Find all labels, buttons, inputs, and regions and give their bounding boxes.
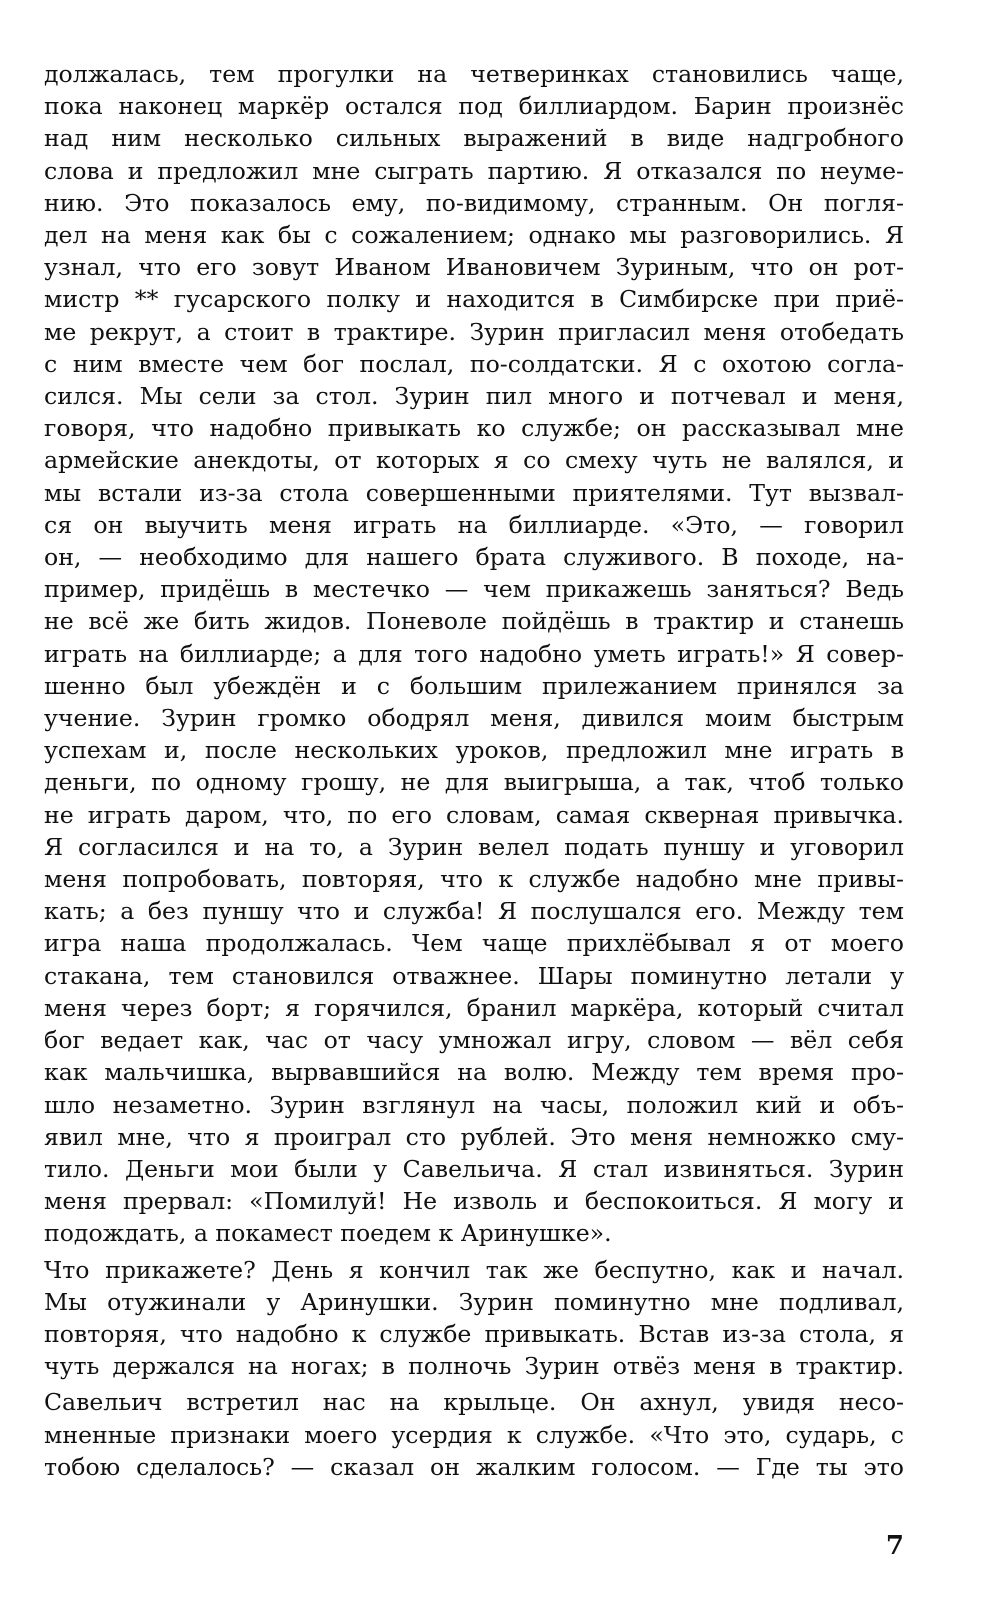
text-line: Я согласился и на то, а Зурин велел подать пуншу и уговорил <box>44 832 904 861</box>
text-line: мненные признаки моего усердия к службе. «Что это, сударь, с <box>44 1420 904 1449</box>
text-line: дел на меня как бы с сожалением; однако мы разговорились. Я <box>44 221 904 250</box>
text-line: Что прикажете? День я кончил так же беспутно, как и начал. <box>44 1255 904 1284</box>
text-line: повторяя, что надобно к службе привыкать. Встав из-за стола, я <box>44 1319 904 1348</box>
text-line: не играть даром, что, по его словам, самая скверная привычка. <box>44 800 904 829</box>
text-line: деньги, по одному грошу, не для выигрыша, а так, чтоб только <box>44 768 904 797</box>
text-line: шло незаметно. Зурин взглянул на часы, положил кий и объ- <box>44 1090 904 1119</box>
text-line: мы встали из-за стола совершенными приятелями. Тут вызвал- <box>44 478 904 507</box>
text-line: явил мне, что я проиграл сто рублей. Это меня немножко сму- <box>44 1122 904 1151</box>
text-line: игра наша продолжалась. Чем чаще прихлёбывал я от моего <box>44 929 904 958</box>
text-line: успехам и, после нескольких уроков, предложил мне играть в <box>44 736 904 765</box>
text-line: должалась, тем прогулки на четверинках становились чаще, <box>44 60 904 88</box>
text-line: ме рекрут, а стоит в трактире. Зурин пригласил меня отобедать <box>44 317 904 346</box>
text-line: сился. Мы сели за стол. Зурин пил много и потчевал и меня, <box>44 382 904 411</box>
text-line: тило. Деньги мои были у Савельича. Я стал извиняться. Зурин <box>44 1154 904 1183</box>
text-line: кать; а без пуншу что и служба! Я послушался его. Между тем <box>44 897 904 926</box>
text-line: бог ведает как, час от часу умножал игру, словом — вёл себя <box>44 1026 904 1055</box>
text-line: пример, придёшь в местечко — чем прикажешь заняться? Ведь <box>44 575 904 604</box>
text-line: как мальчишка, вырвавшийся на волю. Между тем время про- <box>44 1058 904 1087</box>
text-line: пока наконец маркёр остался под биллиардом. Барин произнёс <box>44 92 904 121</box>
page-number: 7 <box>885 1531 904 1561</box>
text-line: над ним несколько сильных выражений в виде надгробного <box>44 124 904 153</box>
text-line: меня через борт; я горячился, бранил маркёра, который считал <box>44 993 904 1022</box>
text-line: говоря, что надобно привыкать ко службе; он рассказывал мне <box>44 414 904 443</box>
text-line: Савельич встретил нас на крыльце. Он ахнул, увидя несо- <box>44 1388 904 1417</box>
text-line: тобою сделалось? — сказал он жалким голосом. — Где ты это <box>44 1452 904 1481</box>
text-line: армейские анекдоты, от которых я со смеху чуть не валялся, и <box>44 446 904 475</box>
text-line: узнал, что его зовут Иваном Ивановичем Зуриным, что он рот- <box>44 253 904 282</box>
text-line: слова и предложил мне сыграть партию. Я отказался по неуме- <box>44 156 904 185</box>
text-line: мистр ** гусарского полку и находится в Симбирске при приё- <box>44 285 904 314</box>
text-line: он, — необходимо для нашего брата служивого. В походе, на- <box>44 543 904 572</box>
text-line: стакана, тем становился отважнее. Шары поминутно летали у <box>44 961 904 990</box>
text-line: чуть держался на ногах; в полночь Зурин отвёз меня в трактир. <box>44 1352 904 1381</box>
text-line: учение. Зурин громко ободрял меня, дивился моим быстрым <box>44 704 904 733</box>
text-line: подождать, а покамест поедем к Аринушке». <box>44 1219 612 1248</box>
text-line: с ним вместе чем бог послал, по-солдатски. Я с охотою согла- <box>44 349 904 378</box>
text-line: меня прервал: «Помилуй! Не изволь и беспокоиться. Я могу и <box>44 1187 904 1216</box>
body-text <box>44 58 904 1483</box>
text-line: нию. Это показалось ему, по-видимому, странным. Он погля- <box>44 188 904 217</box>
text-line: играть на биллиарде; а для того надобно уметь играть!» Я совер- <box>44 639 904 668</box>
text-line: шенно был убеждён и с большим прилежанием принялся за <box>44 671 904 700</box>
text-line: Мы отужинали у Аринушки. Зурин поминутно мне подливал, <box>44 1287 904 1316</box>
text-line: ся он выучить меня играть на биллиарде. «Это, — говорил <box>44 510 904 539</box>
text-line: не всё же бить жидов. Поневоле пойдёшь в трактир и станешь <box>44 607 904 636</box>
text-line: меня попробовать, повторяя, что к службе надобно мне привы- <box>44 865 904 894</box>
